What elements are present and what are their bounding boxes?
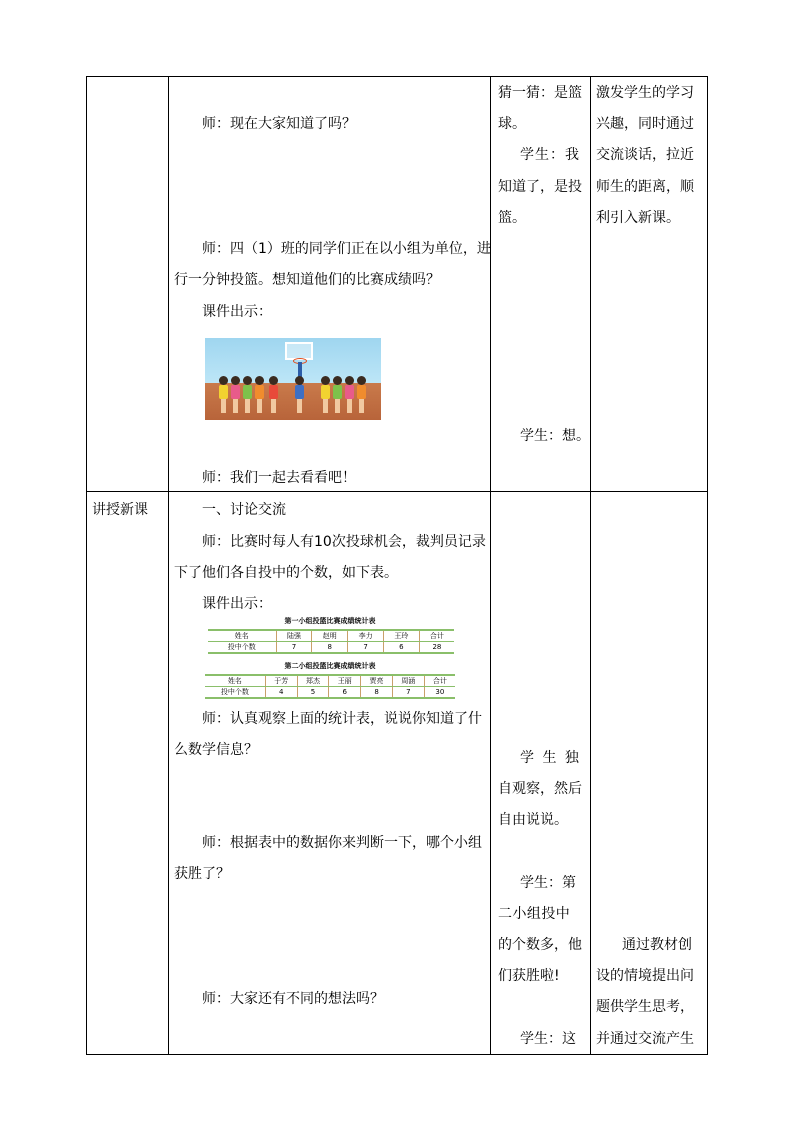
student-line: 学生：想。 [520, 428, 590, 444]
teacher-line: 课件出示： [202, 304, 272, 320]
intent-line: 利引入新课。 [596, 210, 680, 226]
table-divider-1 [168, 76, 169, 1055]
student-line: 猜一猜：是篮 [498, 85, 582, 101]
basketball-illustration [205, 338, 381, 420]
student-line: 篮。 [498, 210, 526, 226]
intent-line: 交流谈话，拉近 [596, 147, 694, 163]
row-divider [86, 491, 708, 492]
table-divider-2 [490, 76, 491, 1055]
child-figure [357, 376, 366, 414]
teacher-line: 下了他们各自投中的个数，如下表。 [174, 565, 398, 581]
table1-cell: 李力 [348, 630, 384, 642]
table1-cell: 7 [276, 642, 312, 654]
table-divider-3 [590, 76, 591, 1055]
table2-cell: 30 [424, 687, 455, 699]
teacher-line: 课件出示： [202, 596, 272, 612]
child-figure [243, 376, 252, 414]
table2-cell: 郑杰 [297, 675, 329, 687]
teacher-line: 师：大家还有不同的想法吗？ [202, 991, 384, 1007]
table2 [205, 674, 455, 699]
table-border-left [86, 76, 87, 1055]
table2-cell: 于芳 [265, 675, 297, 687]
table2-cell: 6 [329, 687, 361, 699]
table-border-bottom [86, 1054, 708, 1055]
table1-cell: 王玲 [384, 630, 420, 642]
student-line: 学生：我 [520, 147, 580, 163]
table1-title: 第一小组投篮比赛成绩统计表 [284, 617, 376, 625]
stats-tables-image [205, 617, 455, 699]
child-figure [269, 376, 278, 414]
student-line: 学 生 独 [520, 750, 581, 766]
intent-line: 设的情境提出问 [596, 968, 694, 984]
intent-line: 并通过交流产生 [596, 1031, 694, 1047]
child-figure [333, 376, 342, 414]
table2-cell: 4 [265, 687, 297, 699]
teacher-line: 获胜了？ [174, 866, 230, 882]
intent-line: 题供学生思考， [596, 999, 694, 1015]
child-figure [219, 376, 228, 414]
table-border-right [707, 76, 708, 1055]
teacher-line: 行一分钟投篮。想知道他们的比赛成绩吗？ [174, 272, 440, 288]
table1-cell: 姓名 [208, 630, 276, 642]
table1-cell: 28 [419, 642, 454, 654]
intent-line: 兴趣，同时通过 [596, 116, 694, 132]
teacher-line: 师：我们一起去看看吧！ [202, 470, 356, 486]
table1-cell: 投中个数 [208, 642, 276, 654]
table2-cell: 合计 [424, 675, 455, 687]
table-border-top [86, 76, 708, 77]
table2-cell: 贾亮 [361, 675, 393, 687]
intent-line: 通过教材创 [622, 937, 692, 953]
teacher-line: 师：四（1）班的同学们正在以小组为单位，进 [202, 241, 491, 257]
table2-cell: 8 [361, 687, 393, 699]
child-figure [345, 376, 354, 414]
student-line: 自观察，然后 [498, 781, 582, 797]
table2-cell: 5 [297, 687, 329, 699]
teacher-line: 一、讨论交流 [202, 502, 286, 518]
student-line: 的个数多，他 [498, 937, 582, 953]
table2-cell: 投中个数 [205, 687, 265, 699]
student-line: 学生：第 [520, 875, 576, 891]
stage-label: 讲授新课 [92, 502, 148, 518]
intent-line: 师生的距离，顺 [596, 179, 694, 195]
student-line: 球。 [498, 116, 526, 132]
table2-cell: 7 [392, 687, 424, 699]
table2-cell: 王丽 [329, 675, 361, 687]
table1-cell: 赵明 [312, 630, 348, 642]
table1-cell: 8 [312, 642, 348, 654]
table1-cell: 合计 [419, 630, 454, 642]
table2-title: 第二小组投篮比赛成绩统计表 [284, 662, 376, 670]
table1 [208, 629, 454, 654]
child-figure [255, 376, 264, 414]
table2-cell: 姓名 [205, 675, 265, 687]
child-figure [231, 376, 240, 414]
student-line: 们获胜啦! [498, 968, 560, 984]
teacher-line: 师：现在大家知道了吗？ [202, 116, 356, 132]
teacher-line: 师：认真观察上面的统计表，说说你知道了什 [202, 711, 482, 727]
teacher-line: 师：比赛时每人有10次投球机会，裁判员记录 [202, 534, 486, 550]
student-line: 学生：这 [520, 1031, 576, 1047]
table1-cell: 7 [348, 642, 384, 654]
table1-cell: 6 [384, 642, 420, 654]
child-figure [321, 376, 330, 414]
child-figure [295, 376, 304, 414]
student-line: 自由说说。 [498, 812, 568, 828]
teacher-line: 么数学信息？ [174, 742, 258, 758]
teacher-line: 师：根据表中的数据你来判断一下，哪个小组 [202, 835, 482, 851]
table2-cell: 周涵 [392, 675, 424, 687]
student-line: 知道了，是投 [498, 179, 582, 195]
intent-line: 激发学生的学习 [596, 85, 694, 101]
student-line: 二 小 组 投 中 [498, 906, 568, 922]
table1-cell: 陆强 [276, 630, 312, 642]
